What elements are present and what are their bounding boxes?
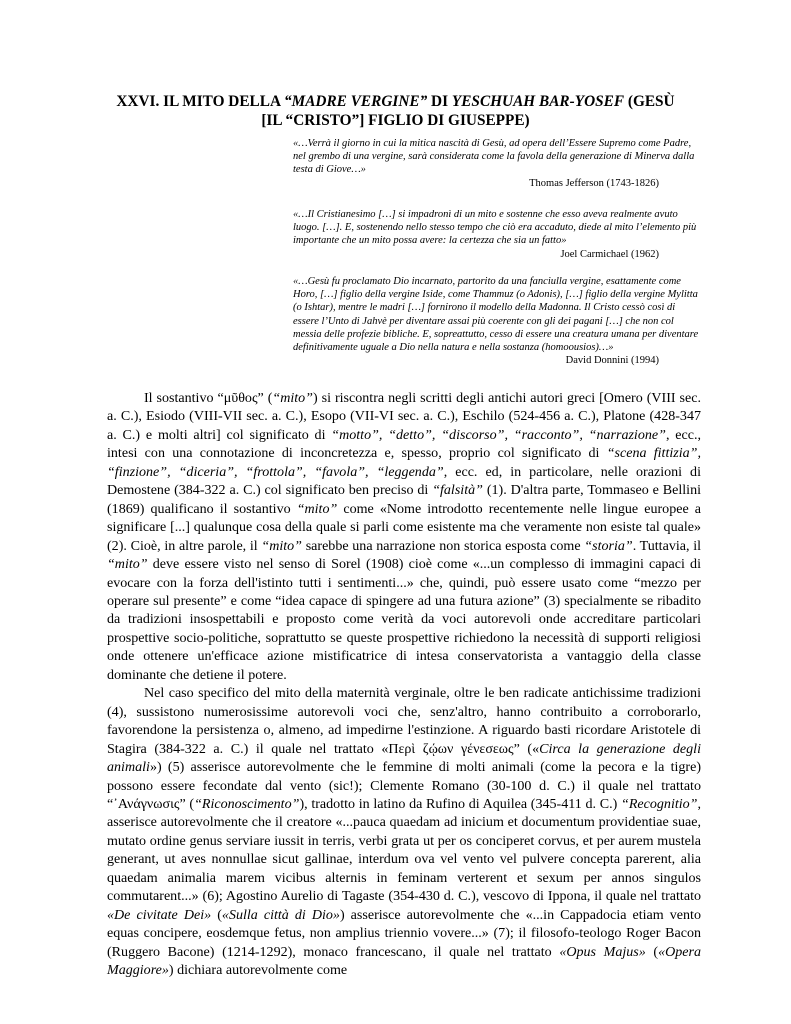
title-text: YESCHUAH BAR-YOSEF [451,93,625,110]
paragraph-text: «Sulla città di Dio» [221,906,340,923]
title-text: “MADRE VERGINE” [283,93,428,110]
paragraph-text: Nel caso specifico del mito della maternità verginale, oltre le ben radicate antichissime tradizioni (4), sussistono numerosissime autorevoli voci che, senz'altro, hanno contribuito a corroborarlo, favorendone la persistenza o, almeno, ad impedirne l'estinzione. A riguardo basti ricordare Aristotele di Stagira (384-322 a. C.) il quale nel trattato «Περὶ ζῴων γένεσεως” (« [107,685,701,757]
paragraph-text: “scena fittizia”, “finzione”, “diceria”, “frottola”, “favola”, “leggenda” [107,445,701,480]
paragraph-text: “mito” [107,556,148,573]
epigraph-author: David Donnini (1994) [565,355,659,367]
epigraph-carmichael [293,208,703,261]
paragraph-text: “mito” [272,390,313,406]
paragraph-text: ), tradotto in latino da Rufino di Aquilea (345-411 d. C.) [299,795,622,812]
epigraph-quote: «…Gesù fu proclamato Dio incarnato, partorito da una fanciulla vergine, esattamente come Horo, […] figlio della vergine Iside, come Thammuz (o Adonis), […] figlio della vergine Mylitta (o Ishtar), mentre le madri […] fornirono il modello della Madonna. Il Cristo cessò così di essere l’Unto di Jahvè per diventare assai più coerente con gli dei pagani […] che non col messia delle profezie bibliche. E, sopreattutto, cesso di essere una creatura umana per diventare definitivamente uguale a Dio nella natura e nella sostanza (homoousios)…» [293,276,699,354]
title-text: [IL “CRISTO”] FIGLIO DI GIUSEPPE) [261,112,530,129]
body-text [107,389,701,980]
epigraph-author: Joel Carmichael (1962) [560,248,659,260]
epigraph-author: Thomas Jefferson (1743-1826) [529,177,659,189]
paragraph-text: ( [211,906,222,923]
epigraph-jefferson [293,137,703,190]
paragraph-text: (1). D'altra parte, Tommaseo e Bellini (1869) qualificano il sostantivo [107,482,702,517]
paragraph-text: “falsità” [432,482,483,499]
paragraph [107,389,701,684]
title-text: XXVI. IL MITO DELLA [116,93,284,110]
paragraph-text: ) asserisce autorevolmente che «...in Cappadocia etiam vento equas concipere, eosdemque fetus, non amplius triennio vovere...» (7); il filosofo-teologo Roger Bacon (Ruggero Bacone) (1214-1292), monaco francescano, il quale nel trattato [107,906,701,960]
paragraph-text: come «Nome introdotto recentemente nelle lingue europee a significare [...] qualunque cosa della quale si parli come esistente ma che veramente non esiste tal quale» (2). Cioè, in altre parole, il [107,500,701,554]
title-text: DI [427,93,452,110]
paragraph-text: «Opera Maggiore» [107,943,701,979]
paragraph-text: ) dichiara autorevolmente come [168,962,348,979]
epigraph-donnini [293,275,703,367]
paragraph-text: Circa la generazione degli animali [107,740,701,776]
paragraph-text: “Recognitio” [621,795,698,812]
chapter-title [96,92,695,130]
paragraph-text: ( [645,943,659,960]
paragraph-text: . Tuttavia, il [632,537,701,554]
paragraph [107,684,701,979]
paragraph-text: Il sostantivo “μῦθος” ( [144,390,273,406]
paragraph-text: ) si riscontra negli scritti degli antichi autori greci [Omero (VIII sec. a. C.), Esiodo (VIII-VII sec. a. C.), Esopo (VII-VI sec. a. C.), Eschilo (524-456 a. C.), Platone (428-347 a. C.) e molti altri] col significato di [107,390,701,443]
paragraph-text: «De civitate Dei» [107,906,212,923]
paragraph-text: , asserisce autorevolmente che il creatore «...pauca quaedam ad inicium et documentum providentiae suae, mutato ordine genus serviare iussit in terris, verbi grata ut per os conciperet corvus, et per aurem mustela generant, ut aves nonnullae sicut gallinae, interdum ova vel vento vel pulvere concepta parerent, alia quaedam animalia marem vicibus alternis in feminam verterent et sexum per annos singulos commutarent...» (6); Agostino Aurelio di Tagaste (354-430 d. C.), vescovo di Ippona, il quale nel trattato [107,795,702,905]
paragraph-text: “Riconoscimento” [194,795,300,812]
paragraph-text: ») (5) asserisce autorevolmente che le femmine di molti animali (come la pecora e la tigre) possono essere fecondate dal vento (sic!); Clemente Romano (30-100 d. C.) il quale nel trattato “᾿Ανάγνωσις” ( [107,759,701,812]
paragraph-text: deve essere visto nel senso di Sorel (1908) cioè come «...un complesso di immagini capaci di evocare con la forza dell'istinto tutti i sentimenti...» che, quindi, può essere usato come “mezzo per operare sul presente” e come “idea capace di spingere ad una futura azione” (3) specialmente se ribadito da tradizioni insospettabili e proposto come verità da voci autorevoli onde accreditare particolari prospettive socio-politiche, soprattutto se queste prospettive richiedono la necessità di supporti religiosi onde ottenere un'efficace azione mistificatrice di intesa conservatorista a vantaggio della classe dominante che detiene il potere. [107,556,701,683]
paragraph-text: “motto”, “detto”, “discorso”, “racconto”, “narrazione” [331,426,666,443]
paragraph-text: “storia” [584,537,633,554]
epigraph-quote: «…Il Cristianesimo […] si impadronì di un mito e sostenne che esso aveva realmente avuto luogo. […]. E, sostenendo nello stesso tempo che ciò era accaduto, diede al mito l’elemento più importante che un mito possa avere: la certezza che sia un fatto» [293,209,697,247]
paragraph-text: «Opus Majus» [559,943,646,960]
paragraph-text: “mito” [261,537,302,554]
paragraph-text: “mito” [296,500,338,517]
paragraph-text: sarebbe una narrazione non storica esposta come [302,537,585,554]
paragraph-text: , ecc. ed, in particolare, nelle orazioni di Demostene (384-322 a. C.) col significato ben preciso di [107,463,701,499]
paragraph-text: , ecc., intesi con una connotazione di inconcretezza e, spesso, proprio col significato di [107,426,701,462]
epigraph-quote: «…Verrà il giorno in cui la mitica nascità di Gesù, ad opera dell’Essere Supremo come Padre, nel grembo di una vergine, sarà considerata come la favola della generazione di Minerva dalla testa di Giove…» [293,138,695,176]
title-text: (GESÙ [624,93,675,110]
